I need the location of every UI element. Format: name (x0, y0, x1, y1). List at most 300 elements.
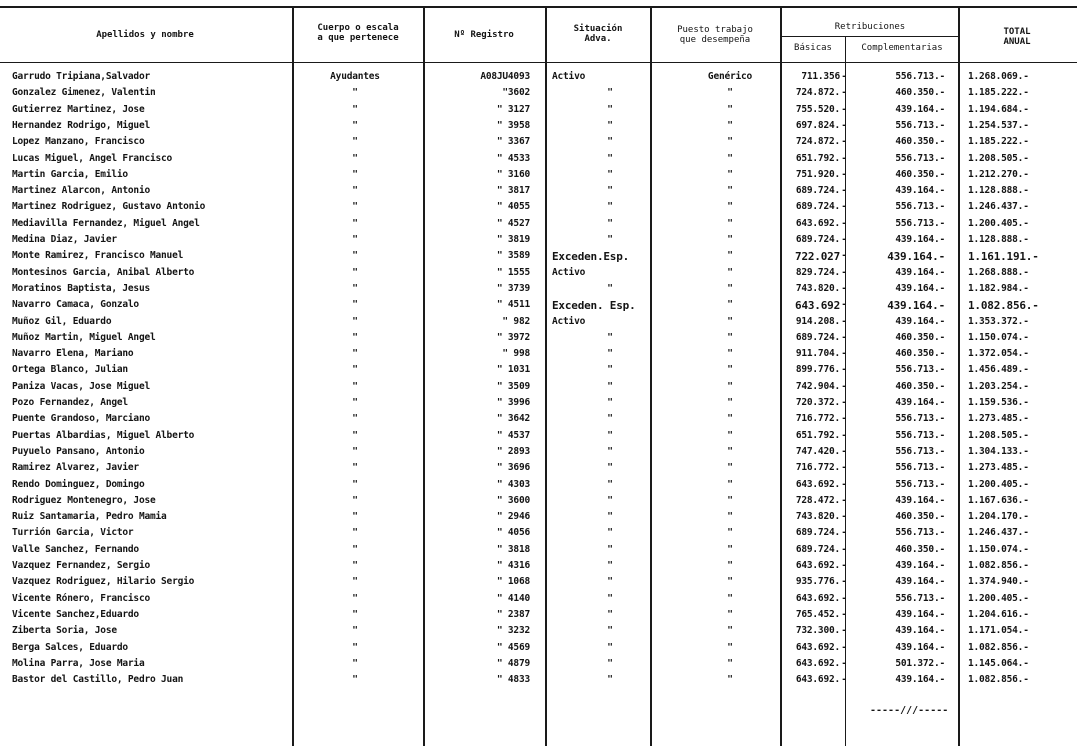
cuerpo-cell: " (352, 445, 358, 457)
nombre-cell: Montesinos Garcia, Anibal Alberto (12, 266, 195, 278)
cuerpo-cell: " (352, 657, 358, 669)
basicas-cell: 724.872. (795, 87, 840, 99)
basicas-cell: 643.692. (795, 641, 840, 653)
basicas-cell: 728.472. (795, 494, 840, 506)
registro-cell: " 4537 (496, 429, 530, 441)
basicas-cell: 689.724. (795, 201, 840, 213)
complementarias-cell: 556.713.- (895, 429, 945, 441)
puesto-cell: " (727, 331, 733, 343)
total-cell: 1.246.437.- (968, 527, 1029, 539)
situacion-cell: " (607, 608, 613, 620)
puesto-cell: " (727, 608, 733, 620)
separator-dash: - (841, 201, 847, 213)
nombre-cell: Berga Salces, Eduardo (12, 641, 128, 653)
puesto-cell: " (727, 217, 733, 229)
puesto-cell: " (727, 185, 733, 197)
basicas-cell: 747.420. (795, 445, 840, 457)
cuerpo-cell: " (352, 185, 358, 197)
cuerpo-cell: " (352, 380, 358, 392)
total-cell: 1.150.074.- (968, 543, 1029, 555)
registro-cell: " 3972 (496, 331, 530, 343)
puesto-cell: " (727, 250, 733, 262)
total-cell: 1.372.054.- (968, 348, 1029, 360)
registro-cell: " 1031 (496, 364, 530, 376)
nombre-cell: Ortega Blanco, Julian (12, 364, 128, 376)
situacion-cell: Activo (552, 266, 586, 278)
nombre-cell: Gutierrez Martinez, Jose (12, 103, 145, 115)
nombre-cell: Martin Garcia, Emilio (12, 168, 128, 180)
nombre-cell: Puertas Albardias, Miguel Alberto (12, 429, 195, 441)
cuerpo-cell: " (352, 87, 358, 99)
nombre-cell: Muñoz Martin, Miguel Angel (12, 331, 156, 343)
cuerpo-cell: " (352, 560, 358, 571)
puesto-cell: " (727, 380, 733, 392)
situacion-cell: Exceden.Esp. (552, 250, 630, 264)
cuerpo-cell: " (352, 543, 358, 555)
nombre-cell: Rendo Dominguez, Domingo (12, 478, 145, 490)
complementarias-cell: 439.164.- (895, 397, 945, 408)
separator-dash: - (841, 87, 847, 99)
registro-cell: " 3696 (496, 462, 530, 474)
separator-dash: - (841, 331, 847, 343)
situacion-cell: " (607, 576, 613, 588)
basicas-cell: 689.724. (795, 331, 840, 343)
basicas-cell: 935.776. (795, 576, 840, 588)
registro-cell: " 3367 (496, 136, 530, 148)
complementarias-cell: 556.713.- (895, 478, 945, 490)
situacion-cell: " (607, 282, 613, 294)
column-divider (292, 6, 294, 746)
total-cell: 1.268.888.- (968, 266, 1029, 278)
nombre-cell: Pozo Fernandez, Angel (12, 397, 128, 408)
registro-cell: " 998 (502, 348, 530, 360)
complementarias-cell: 439.164.- (887, 299, 945, 313)
total-cell: 1.200.405.- (968, 478, 1029, 490)
situacion-cell: " (607, 445, 613, 457)
separator-dash: - (841, 250, 847, 262)
registro-cell: " 4511 (496, 299, 530, 311)
basicas-cell: 697.824. (795, 119, 840, 131)
separator-dash: - (841, 543, 847, 555)
basicas-cell: 765.452. (795, 608, 840, 620)
separator-dash: - (841, 641, 847, 653)
situacion-cell: " (607, 136, 613, 148)
separator-dash: - (841, 429, 847, 441)
complementarias-cell: 439.164.- (895, 266, 945, 278)
total-cell: 1.208.505.- (968, 152, 1029, 164)
puesto-cell: " (727, 234, 733, 245)
registro-cell: " 4316 (496, 560, 530, 571)
nombre-cell: Ramirez Alvarez, Javier (12, 462, 139, 474)
nombre-cell: Rodriguez Montenegro, Jose (12, 494, 156, 506)
cuerpo-cell: " (352, 234, 358, 245)
total-cell: 1.128.888.- (968, 234, 1029, 245)
puesto-cell: " (727, 592, 733, 604)
nombre-cell: Vicente Sanchez,Eduardo (12, 608, 139, 620)
complementarias-cell: 439.164.- (887, 250, 945, 264)
total-cell: 1.273.485.- (968, 413, 1029, 425)
cuerpo-cell: " (352, 103, 358, 115)
cuerpo-cell: " (352, 250, 358, 262)
puesto-cell: " (727, 625, 733, 637)
cuerpo-cell: " (352, 527, 358, 539)
total-cell: 1.268.069.- (968, 71, 1029, 82)
complementarias-cell: 439.164.- (895, 282, 945, 294)
registro-cell: " 4569 (496, 641, 530, 653)
nombre-cell: Garrudo Tripiana,Salvador (12, 71, 150, 82)
situacion-cell: Activo (552, 71, 586, 82)
registro-cell: " 2893 (496, 445, 530, 457)
puesto-cell: " (727, 462, 733, 474)
nombre-cell: Puyuelo Pansano, Antonio (12, 445, 145, 457)
column-divider (545, 6, 547, 746)
header-puesto: Puesto trabajo que desempeña (677, 25, 753, 45)
separator-dash: - (841, 119, 847, 131)
header-nombre: Apellidos y nombre (96, 30, 194, 40)
puesto-cell: " (727, 560, 733, 571)
complementarias-cell: 460.350.- (895, 348, 945, 360)
puesto-cell: " (727, 527, 733, 539)
separator-dash: - (841, 185, 847, 197)
registro-cell: " 1068 (496, 576, 530, 588)
basicas-cell: 911.704. (795, 348, 840, 360)
total-cell: 1.254.537.- (968, 119, 1029, 131)
situacion-cell: " (607, 331, 613, 343)
total-cell: 1.456.489.- (968, 364, 1029, 376)
total-cell: 1.171.054.- (968, 625, 1029, 637)
separator-dash: - (841, 445, 847, 457)
complementarias-cell: 439.164.- (895, 494, 945, 506)
separator-dash: - (841, 364, 847, 376)
total-cell: 1.212.270.- (968, 168, 1029, 180)
situacion-cell: " (607, 152, 613, 164)
basicas-cell: 914.208. (795, 315, 840, 327)
header-retribuciones: Retribuciones (834, 22, 906, 32)
separator-dash: - (841, 462, 847, 474)
separator-dash: - (841, 266, 847, 278)
nombre-cell: Martinez Rodriguez, Gustavo Antonio (12, 201, 206, 213)
complementarias-cell: 556.713.- (895, 592, 945, 604)
basicas-cell: 829.724. (795, 266, 840, 278)
situacion-cell: " (607, 380, 613, 392)
total-cell: 1.200.405.- (968, 217, 1029, 229)
situacion-cell: " (607, 185, 613, 197)
separator-dash: - (841, 478, 847, 490)
total-cell: 1.374.940.- (968, 576, 1029, 588)
puesto-cell: " (727, 299, 733, 311)
complementarias-cell: 556.713.- (895, 217, 945, 229)
situacion-cell: " (607, 511, 613, 523)
situacion-cell: " (607, 429, 613, 441)
situacion-cell: " (607, 168, 613, 180)
situacion-cell: " (607, 364, 613, 376)
registro-cell: " 4056 (496, 527, 530, 539)
puesto-cell: " (727, 543, 733, 555)
basicas-cell: 689.724. (795, 234, 840, 245)
total-cell: 1.204.170.- (968, 511, 1029, 523)
cuerpo-cell: " (352, 282, 358, 294)
column-divider (780, 6, 782, 746)
total-cell: 1.208.505.- (968, 429, 1029, 441)
separator-dash: - (841, 217, 847, 229)
nombre-cell: Navarro Camaca, Gonzalo (12, 299, 139, 311)
separator-dash: - (841, 608, 847, 620)
cuerpo-cell: " (352, 674, 358, 686)
basicas-cell: 643.692. (795, 217, 840, 229)
total-cell: 1.082.856.- (968, 299, 1039, 313)
situacion-cell: " (607, 234, 613, 245)
cuerpo-cell: " (352, 201, 358, 213)
basicas-cell: 643.692 (795, 299, 840, 313)
basicas-cell: 689.724. (795, 185, 840, 197)
cuerpo-cell: " (352, 511, 358, 523)
registro-cell: " 982 (502, 315, 530, 327)
nombre-cell: Molina Parra, Jose Maria (12, 657, 145, 669)
situacion-cell: " (607, 119, 613, 131)
complementarias-cell: 460.350.- (895, 380, 945, 392)
nombre-cell: Lopez Manzano, Francisco (12, 136, 145, 148)
registro-cell: " 1555 (496, 266, 530, 278)
total-cell: 1.304.133.- (968, 445, 1029, 457)
cuerpo-cell: " (352, 364, 358, 376)
cuerpo-cell: " (352, 315, 358, 327)
registro-cell: " 3600 (496, 494, 530, 506)
cuerpo-cell: " (352, 592, 358, 604)
situacion-cell: " (607, 462, 613, 474)
complementarias-cell: 556.713.- (895, 445, 945, 457)
complementarias-cell: 439.164.- (895, 608, 945, 620)
situacion-cell: " (607, 592, 613, 604)
puesto-cell: " (727, 136, 733, 148)
total-cell: 1.082.856.- (968, 560, 1029, 571)
total-cell: 1.194.684.- (968, 103, 1029, 115)
total-cell: 1.167.636.- (968, 494, 1029, 506)
header-basicas: Básicas (794, 43, 832, 53)
nombre-cell: Ziberta Soria, Jose (12, 625, 117, 637)
total-cell: 1.246.437.- (968, 201, 1029, 213)
cuerpo-cell: " (352, 397, 358, 408)
complementarias-cell: 460.350.- (895, 331, 945, 343)
complementarias-cell: 439.164.- (895, 185, 945, 197)
cuerpo-cell: " (352, 136, 358, 148)
situacion-cell: " (607, 543, 613, 555)
complementarias-cell: 460.350.- (895, 87, 945, 99)
separator-dash: - (841, 234, 847, 245)
registro-cell: " 4055 (496, 201, 530, 213)
cuerpo-cell: " (352, 429, 358, 441)
basicas-cell: 643.692. (795, 592, 840, 604)
nombre-cell: Paniza Vacas, Jose Miguel (12, 380, 150, 392)
cuerpo-cell: " (352, 462, 358, 474)
separator-dash: - (841, 380, 847, 392)
nombre-cell: Muñoz Gil, Eduardo (12, 315, 112, 327)
total-cell: 1.185.222.- (968, 136, 1029, 148)
basicas-cell: 751.920. (795, 168, 840, 180)
puesto-cell: Genérico (707, 71, 753, 82)
registro-cell: " 3817 (496, 185, 530, 197)
basicas-cell: 643.692. (795, 674, 840, 686)
nombre-cell: Vicente Rónero, Francisco (12, 592, 150, 604)
separator-dash: - (841, 348, 847, 360)
header-total: TOTAL ANUAL (1003, 27, 1031, 47)
total-cell: 1.150.074.- (968, 331, 1029, 343)
situacion-cell: " (607, 657, 613, 669)
puesto-cell: " (727, 282, 733, 294)
total-cell: 1.353.372.- (968, 315, 1029, 327)
complementarias-cell: 556.713.- (895, 71, 945, 82)
header-cuerpo: Cuerpo o escala a que pertenece (317, 23, 399, 43)
situacion-cell: " (607, 201, 613, 213)
basicas-cell: 689.724. (795, 527, 840, 539)
basicas-cell: 689.724. (795, 543, 840, 555)
header-registro: Nº Registro (454, 30, 514, 40)
header-situacion: Situación Adva. (573, 24, 623, 44)
separator-dash: - (841, 413, 847, 425)
registro-cell: " 3642 (496, 413, 530, 425)
puesto-cell: " (727, 641, 733, 653)
registro-cell: A08JU4093 (480, 71, 530, 82)
puesto-cell: " (727, 348, 733, 360)
total-cell: 1.161.191.- (968, 250, 1039, 264)
situacion-cell: " (607, 397, 613, 408)
total-cell: 1.185.222.- (968, 87, 1029, 99)
nombre-cell: Turrión Garcia, Victor (12, 527, 134, 539)
cuerpo-cell: " (352, 152, 358, 164)
basicas-cell: 743.820. (795, 511, 840, 523)
separator-dash: - (841, 527, 847, 539)
registro-cell: " 3509 (496, 380, 530, 392)
basicas-cell: 651.792. (795, 429, 840, 441)
basicas-cell: 724.872. (795, 136, 840, 148)
cuerpo-cell: " (352, 413, 358, 425)
cuerpo-cell: Ayudantes (330, 71, 380, 82)
complementarias-cell: 439.164.- (895, 641, 945, 653)
registro-cell: " 4303 (496, 478, 530, 490)
nombre-cell: Medina Diaz, Javier (12, 234, 117, 245)
puesto-cell: " (727, 674, 733, 686)
situacion-cell: " (607, 413, 613, 425)
complementarias-cell: 439.164.- (895, 234, 945, 245)
complementarias-cell: 556.713.- (895, 364, 945, 376)
registro-cell: " 3818 (496, 543, 530, 555)
cuerpo-cell: " (352, 641, 358, 653)
registro-cell: " 3958 (496, 119, 530, 131)
basicas-cell: 722.027 (795, 250, 840, 264)
basicas-cell: 716.772. (795, 413, 840, 425)
puesto-cell: " (727, 429, 733, 441)
registro-cell: " 4879 (496, 657, 530, 669)
cuerpo-cell: " (352, 608, 358, 620)
top-rule (0, 6, 1077, 8)
cuerpo-cell: " (352, 266, 358, 278)
complementarias-cell: 556.713.- (895, 152, 945, 164)
nombre-cell: Vazquez Rodriguez, Hilario Sergio (12, 576, 195, 588)
puesto-cell: " (727, 478, 733, 490)
complementarias-cell: 501.372.- (895, 657, 945, 669)
cuerpo-cell: " (352, 299, 358, 311)
registro-cell: " 3996 (496, 397, 530, 408)
puesto-cell: " (727, 657, 733, 669)
total-cell: 1.145.064.- (968, 657, 1029, 669)
complementarias-cell: 460.350.- (895, 543, 945, 555)
situacion-cell: Activo (552, 315, 586, 327)
registro-cell: " 2946 (496, 511, 530, 523)
separator-dash: - (841, 625, 847, 637)
cuerpo-cell: " (352, 625, 358, 637)
nombre-cell: Valle Sanchez, Fernando (12, 543, 139, 555)
nombre-cell: Lucas Miguel, Angel Francisco (12, 152, 173, 164)
registro-cell: " 4533 (496, 152, 530, 164)
nombre-cell: Ruiz Santamaria, Pedro Mamia (12, 511, 167, 523)
cuerpo-cell: " (352, 119, 358, 131)
complementarias-cell: 460.350.- (895, 168, 945, 180)
registro-cell: " 3232 (496, 625, 530, 637)
total-cell: 1.203.254.- (968, 380, 1029, 392)
situacion-cell: " (607, 494, 613, 506)
registro-cell: " 4527 (496, 217, 530, 229)
separator-dash: - (841, 71, 847, 82)
total-cell: 1.182.984.- (968, 282, 1029, 294)
total-cell: 1.082.856.- (968, 674, 1029, 686)
complementarias-cell: 439.164.- (895, 576, 945, 588)
puesto-cell: " (727, 315, 733, 327)
situacion-cell: " (607, 217, 613, 229)
registro-cell: " 3160 (496, 168, 530, 180)
basicas-cell: 643.692. (795, 657, 840, 669)
nombre-cell: Puente Grandoso, Marciano (12, 413, 150, 425)
cuerpo-cell: " (352, 348, 358, 360)
complementarias-cell: 556.713.- (895, 527, 945, 539)
basicas-cell: 732.300. (795, 625, 840, 637)
situacion-cell: " (607, 87, 613, 99)
separator-dash: - (841, 152, 847, 164)
separator-dash: - (841, 674, 847, 686)
basicas-cell: 716.772. (795, 462, 840, 474)
cuerpo-cell: " (352, 217, 358, 229)
puesto-cell: " (727, 168, 733, 180)
puesto-cell: " (727, 364, 733, 376)
total-cell: 1.204.616.- (968, 608, 1029, 620)
basicas-cell: 711.356 (801, 71, 840, 82)
cuerpo-cell: " (352, 478, 358, 490)
complementarias-cell: 556.713.- (895, 462, 945, 474)
puesto-cell: " (727, 511, 733, 523)
complementarias-cell: 439.164.- (895, 560, 945, 571)
nombre-cell: Martinez Alarcon, Antonio (12, 185, 150, 197)
nombre-cell: Monte Ramirez, Francisco Manuel (12, 250, 184, 262)
registro-cell: " 3127 (496, 103, 530, 115)
puesto-cell: " (727, 152, 733, 164)
registro-cell: " 2387 (496, 608, 530, 620)
complementarias-cell: 439.164.- (895, 315, 945, 327)
complementarias-cell: 556.713.- (895, 119, 945, 131)
separator-dash: - (841, 576, 847, 588)
retribuciones-rule (780, 36, 960, 37)
situacion-cell: " (607, 478, 613, 490)
separator-dash: - (841, 397, 847, 408)
total-cell: 1.159.536.- (968, 397, 1029, 408)
total-cell: 1.273.485.- (968, 462, 1029, 474)
situacion-cell: " (607, 560, 613, 571)
puesto-cell: " (727, 266, 733, 278)
puesto-cell: " (727, 397, 733, 408)
nombre-cell: Vazquez Fernandez, Sergio (12, 560, 150, 571)
situacion-cell: " (607, 527, 613, 539)
nombre-cell: Hernandez Rodrigo, Miguel (12, 119, 150, 131)
footer-mark: -----///----- (870, 705, 949, 716)
separator-dash: - (841, 136, 847, 148)
cuerpo-cell: " (352, 576, 358, 588)
